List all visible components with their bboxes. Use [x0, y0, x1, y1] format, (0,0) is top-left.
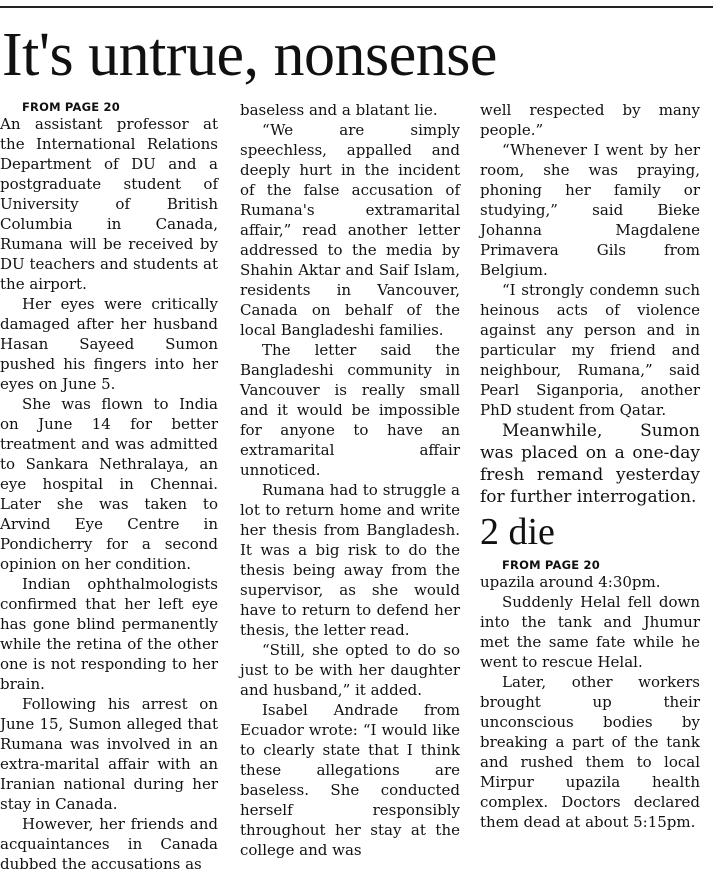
kicker: FROM PAGE 20 — [502, 558, 600, 572]
paragraph: “I strongly condemn such heinous acts of violence against any person and in particular my friend and neighbour, Rumana,” said Pearl Siganporia, another PhD student from Qatar. — [480, 281, 700, 419]
column-2 — [240, 100, 460, 860]
headline: It's untrue, nonsense — [2, 21, 497, 89]
paragraph: Indian ophthalmologists confirmed that her left eye has gone blind permanently while the retina of the other one is not responding to her brain. — [0, 575, 218, 693]
paragraph: She was flown to India on June 14 for better treatment and was admitted to Sankara Nethralaya, an eye hospital in Chennai. Later she was taken to Arvind Eye Centre in Pondicherry for a second opinion on her condition. — [0, 395, 218, 573]
paragraph: Following his arrest on June 15, Sumon alleged that Rumana was involved in an extra-marital affair with an Iranian national during her stay in Canada. — [0, 695, 218, 813]
paragraph: “Whenever I went by her room, she was praying, phoning her family or studying,” said Bieke Johanna Magdalene Primavera Gils from Belgium. — [480, 141, 700, 279]
top-rule — [0, 6, 713, 8]
paragraph: “We are simply speechless, appalled and deeply hurt in the incident of the false accusation of Rumana's extramarital affair,” read another letter addressed to the media by Shahin Aktar and Saif Islam, residents in Vancouver, Canada on behalf of the local Bangladeshi families. — [240, 121, 460, 339]
paragraph: well respected by many people.” — [480, 101, 700, 139]
paragraph: upazila around 4:30pm. — [480, 573, 661, 591]
paragraph: baseless and a blatant lie. — [240, 101, 438, 119]
subheadline: 2 die — [480, 511, 555, 553]
paragraph: Suddenly Helal fell down into the tank and Jhumur met the same fate while he went to rescue Helal. — [480, 593, 700, 671]
column-3 — [480, 100, 700, 832]
paragraph: An assistant professor at the International Relations Department of DU and a postgraduate student of University of British Columbia in Canada, Rumana will be received by DU teachers and students at the airport. — [0, 115, 218, 293]
paragraph: The letter said the Bangladeshi community in Vancouver is really small and it would be impossible for anyone to have an extramarital affair unnoticed. — [240, 341, 460, 479]
paragraph: “Still, she opted to do so just to be with her daughter and husband,” it added. — [240, 641, 460, 699]
paragraph: Later, other workers brought up their unconscious bodies by breaking a part of the tank and rushed them to local Mirpur upazila health complex. Doctors declared them dead at about 5:15pm. — [480, 673, 700, 831]
paragraph: Her eyes were critically damaged after her husband Hasan Sayeed Sumon pushed his fingers into her eyes on June 5. — [0, 295, 218, 393]
paragraph-large: Meanwhile, Sumon was placed on a one-day fresh remand yesterday for further interrogation. — [480, 421, 700, 507]
column-1 — [0, 100, 218, 874]
paragraph: However, her friends and acquaintances in Canada dubbed the accusations as — [0, 815, 218, 873]
kicker: FROM PAGE 20 — [22, 100, 120, 114]
paragraph: Rumana had to struggle a lot to return home and write her thesis from Bangladesh. It was a big risk to do the thesis being away from the supervisor, as she would have to return to defend her thesis, the letter read. — [240, 481, 460, 639]
paragraph: Isabel Andrade from Ecuador wrote: “I would like to clearly state that I think these allegations are baseless. She conducted herself responsibly throughout her stay at the college and was — [240, 701, 460, 859]
